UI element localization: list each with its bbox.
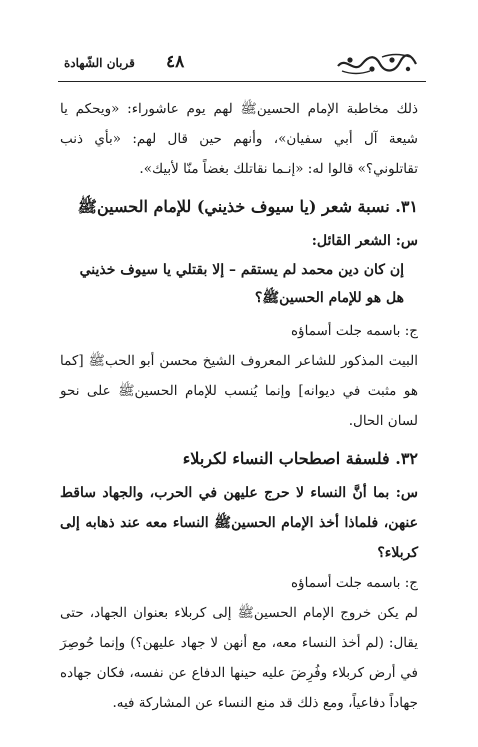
poem-verse-2: هل هو للإمام الحسينﷺ؟	[254, 290, 404, 306]
question-31: س: الشعر القائل:	[311, 233, 418, 249]
poem-verse-1: إن كان دين محمد لم يستقم – إلا بقتلي يا سيوف خذيني	[79, 262, 404, 278]
book-title: قربان الشّهادة	[64, 56, 135, 70]
question-32: س: بما أنَّ النساء لا حرج عليهن في الحرب، والجهاد ساقط عنهن، فلماذا أخذ الإمام الحسينﷺ النساء معه عند ذهابه إلى كربلاء؟	[60, 485, 418, 561]
page-content	[60, 94, 418, 718]
ornament-flourish-icon	[336, 52, 418, 76]
answer-label-32: ج: باسمه جلت أسماؤه	[290, 575, 418, 591]
page-number: ٤٨	[166, 52, 185, 72]
running-header	[58, 52, 426, 82]
section-heading-31: ٣١. نسبة شعر (يا سيوف خذيني) للإمام الحسينﷺ	[77, 197, 418, 216]
answer-label-31: ج: باسمه جلت أسماؤه	[290, 323, 418, 339]
section-heading-32: ٣٢. فلسفة اصطحاب النساء لكربلاء	[182, 449, 418, 468]
header-divider	[58, 81, 426, 82]
paragraph-intro: ذلك مخاطبة الإمام الحسينﷺ لهم يوم عاشوراء: «ويحكم يا شيعة آل أبي سفيان»، وأنهم حين قال لهم: «بأي ذنب تقاتلوني؟» قالوا له: «إنـما نقاتلك بغضاً منّا لأبيك».	[60, 101, 418, 177]
answer-32: لم يكن خروج الإمام الحسينﷺ إلى كربلاء بعنوان الجهاد، حتى يقال: (لم أخذ النساء معه، مع أنهن لا جهاد عليهن؟) وإنما حُوصِرَ في أرض كربلاء وفُرِضَ عليه حينها الدفاع عن نفسه، فكان جهاده جهاداً دفاعياً، ومع ذلك قد منع النساء عن المشاركة فيه.	[60, 605, 418, 711]
answer-31: البيت المذكور للشاعر المعروف الشيخ محسن أبو الحبﷺ [كما هو مثبت في ديوانه] وإنما يُنسب للإمام الحسينﷺ على نحو لسان الحال.	[60, 353, 418, 429]
